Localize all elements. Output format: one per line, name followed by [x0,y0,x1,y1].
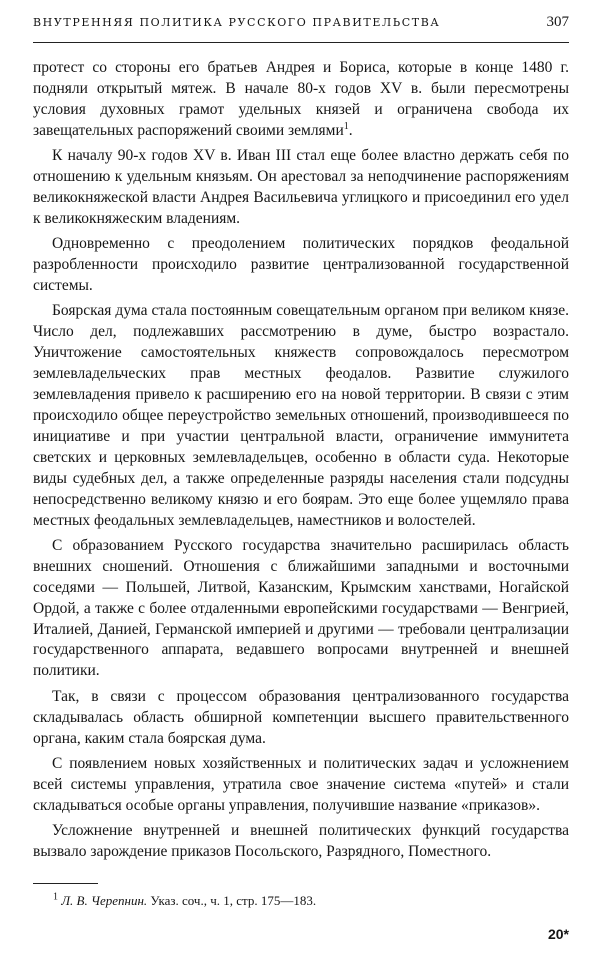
paragraph-1: протест со стороны его братьев Андрея и Бориса, которые в конце 1480 г. подняли открытый мятеж. В начале 80-х годов XV в. были пересмотрены условия духовных грамот удельных князей и ограничена свобода их завещательных распоряжений своими землями$^1$. [33,59,569,139]
paragraph-3: Одновременно с преодолением политических порядков феодальной разробленности происходило развитие централизованной государственной системы. [33,235,569,295]
paragraph-7: С появлением новых хозяйственных и политических задач и усложнением всей системы управления, утратила свое значение система «путей» и стали складываться особые органы управления, получившие название «приказов». [33,755,569,814]
paragraph-8: Усложнение внутренней и внешней политических функций государства вызвало зарождение приказов Посольского, Разрядного, Поместного. [33,822,569,861]
body-text [33,58,569,868]
page-header [33,14,569,40]
footnote-text: Указ. соч., ч. 1, стр. 175—183. [150,893,317,908]
paragraph-4: Боярская дума стала постоянным совещательным органом при великом князе. Число дел, подлежавших рассмотрению в думе, быстро возрастало. Уничтожение самостоятельных княжеств сопровождалось пересмотром землевладельческих прав местных феодалов. Развитие служилого землевладения привело к расширению его на новой территории. В связи с этим происходило общее переустройство земельных отношений, производившееся по инициативе и при участии центральной власти, ограничение иммунитета светских и церковных землевладельцев, особенно в области суда. Некоторые виды судебных дел, а также определенные разряды населения стали подсудны непосредственно великому князю и его боярам. Это еще более ущемляло права местных феодальных землевладельцев, наместников и волостелей. [33,302,569,529]
footnote [53,893,553,909]
footnote-reference[interactable]: 1 [343,120,349,132]
footnote-mark: 1 [53,891,58,903]
paragraph-5: С образованием Русского государства значительно расширилась область внешних сношений. Отношения с ближайшими западными и восточными соседями — Польшей, Литвой, Казанским, Крымским ханствами, Ногайской Ордой, а также с более отдаленными европейскими государствами — Венгрией, Италией, Данией, Германской империей и другими — требовали централизации государственного аппарата, ведавшего вопросами внутренней и внешней политики. [33,536,569,680]
paragraph-1-text: протест со стороны его братьев Андрея и Бориса, которые в конце 1480 г. подняли открытый мятеж. В начале 80-х годов XV в. были пересмотрены условия духовных грамот удельных князей и ограничена свобода их завещательных распоряжений своими землями [33,59,569,139]
paragraph-6: Так, в связи с процессом образования централизованного государства складывалась область обширной компетенции высшего правительственного органа, каким стала боярская дума. [33,687,569,747]
printer-signature: 20* [547,926,569,942]
paragraph-2: К началу 90-х годов XV в. Иван III стал еще более властно держать себя по отношению к удельным князьям. Он арестовал за неподчинение распоряжениям великокняжеской власти Андрея Васильевича углицкого и присоединил его удел к великокняжеским владениям. [33,147,569,227]
header-rule [33,42,569,43]
footnote-rule [33,883,98,884]
running-title: ВНУТРЕННЯЯ ПОЛИТИКА РУССКОГО ПРАВИТЕЛЬСТВА [33,16,441,29]
page-number: 307 [546,14,569,30]
footnote-author: Л. В. Черепнин. [61,893,148,908]
